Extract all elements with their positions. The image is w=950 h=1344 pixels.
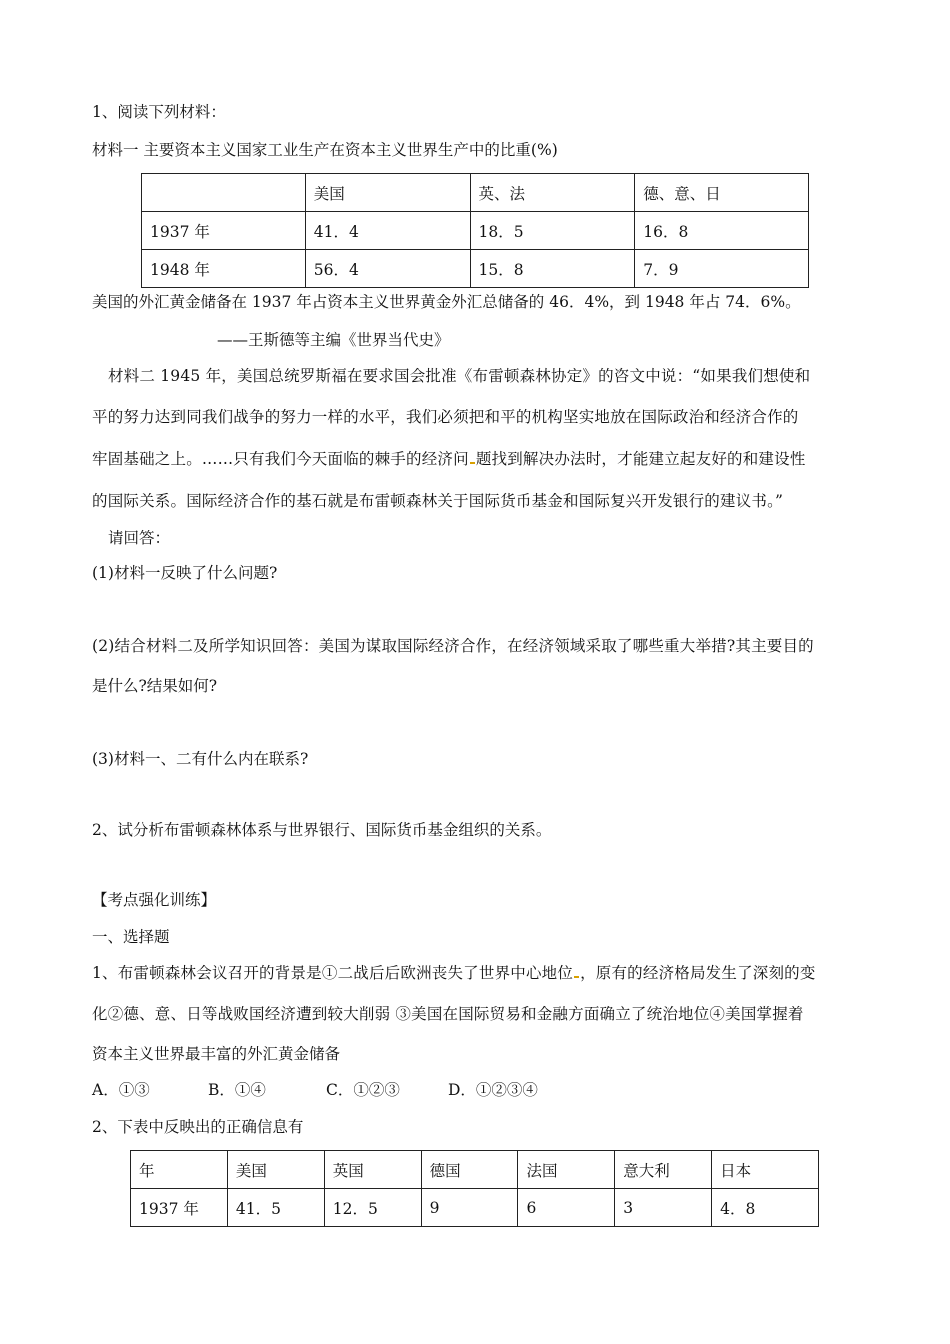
material-2-line-4: 的国际关系。国际经济合作的基石就是布雷顿森林关于国际货币基金和国际复兴开发银行的建议书。” — [92, 492, 784, 510]
table-cell: 41．4 — [305, 212, 470, 250]
section-subtitle: 一、选择题 — [92, 928, 170, 946]
material-1-source: ——王斯德等主编《世界当代史》 — [217, 331, 450, 349]
option-d: D．①②③④ — [448, 1081, 538, 1099]
text-segment: 1、布雷顿森林会议召开的背景是①二战后后欧洲丧失了世界中心地位 — [92, 964, 574, 982]
choice-1-line-3: 资本主义世界最丰富的外汇黄金储备 — [92, 1045, 341, 1063]
sub-question-2-line-2: 是什么?结果如何? — [92, 677, 218, 695]
option-c: C．①②③ — [326, 1081, 400, 1099]
table-cell: 1937 年 — [142, 212, 306, 250]
table-cell — [142, 174, 306, 212]
table-row — [142, 250, 809, 288]
table-cell: 4．8 — [712, 1189, 819, 1227]
table-cell: 法国 — [518, 1151, 615, 1189]
table-cell: 6 — [518, 1189, 615, 1227]
choice-1-line-1 — [92, 963, 864, 983]
table-cell: 英、法 — [470, 174, 635, 212]
material-1-note: 美国的外汇黄金储备在 1937 年占资本主义世界黄金外汇总储备的 46．4%，到 1948 年占 74．6%。 — [92, 293, 801, 311]
table-cell: 美国 — [227, 1151, 324, 1189]
table-cell: 日本 — [712, 1151, 819, 1189]
table-cell: 18．5 — [470, 212, 635, 250]
edit-mark — [470, 462, 475, 464]
table-cell: 16．8 — [635, 212, 809, 250]
table-cell: 41．5 — [227, 1189, 324, 1227]
material-2-line-3 — [92, 449, 864, 469]
table-cell: 9 — [421, 1189, 518, 1227]
table-cell: 1937 年 — [131, 1189, 228, 1227]
table-row — [142, 212, 809, 250]
table-row — [131, 1189, 819, 1227]
table-cell: 德国 — [421, 1151, 518, 1189]
sub-question-1: (1)材料一反映了什么问题? — [92, 564, 278, 582]
question-2: 2、试分析布雷顿森林体系与世界银行、国际货币基金组织的关系。 — [92, 821, 552, 839]
table-cell: 德、意、日 — [635, 174, 809, 212]
text-segment: ，原有的经济格局发生了深刻的变 — [580, 964, 816, 982]
material-2-line-2: 平的努力达到同我们战争的努力一样的水平，我们必须把和平的机构坚实地放在国际政治和经济合作的 — [92, 408, 799, 426]
table-industrial-share — [141, 173, 809, 288]
edit-mark — [574, 976, 579, 978]
choice-2-stem: 2、下表中反映出的正确信息有 — [92, 1118, 304, 1136]
table-cell: 1948 年 — [142, 250, 306, 288]
table-cell: 15．8 — [470, 250, 635, 288]
please-answer: 请回答： — [108, 529, 171, 547]
table-cell: 56．4 — [305, 250, 470, 288]
table-production-1937 — [130, 1150, 819, 1227]
material-1-title: 材料一 主要资本主义国家工业生产在资本主义世界生产中的比重(%) — [92, 141, 558, 159]
option-b: B．①④ — [208, 1081, 266, 1099]
sub-question-2-line-1: (2)结合材料二及所学知识回答：美国为谋取国际经济合作，在经济领域采取了哪些重大举措?其主要目的 — [92, 637, 814, 655]
section-title: 【考点强化训练】 — [92, 891, 217, 909]
text-segment: 牢固基础之上。……只有我们今天面临的棘手的经济问 — [92, 450, 469, 468]
table-cell: 12．5 — [324, 1189, 421, 1227]
question-1-intro: 1、阅读下列材料： — [92, 103, 226, 121]
choice-1-line-2: 化②德、意、日等战败国经济遭到较大削弱 ③美国在国际贸易和金融方面确立了统治地位④美国掌握着 — [92, 1005, 804, 1023]
table-header-row — [142, 174, 809, 212]
sub-question-3: (3)材料一、二有什么内在联系? — [92, 750, 309, 768]
table-cell: 7．9 — [635, 250, 809, 288]
material-2-line-1: 材料二 1945 年，美国总统罗斯福在要求国会批准《布雷顿森林协定》的咨文中说：“如果我们想使和 — [108, 367, 811, 385]
table-header-row — [131, 1151, 819, 1189]
text-segment: 题找到解决办法时，才能建立起友好的和建设性 — [475, 450, 806, 468]
option-a: A．①③ — [92, 1081, 150, 1099]
table-cell: 美国 — [305, 174, 470, 212]
table-cell: 英国 — [324, 1151, 421, 1189]
table-cell: 3 — [615, 1189, 712, 1227]
table-cell: 年 — [131, 1151, 228, 1189]
table-cell: 意大利 — [615, 1151, 712, 1189]
